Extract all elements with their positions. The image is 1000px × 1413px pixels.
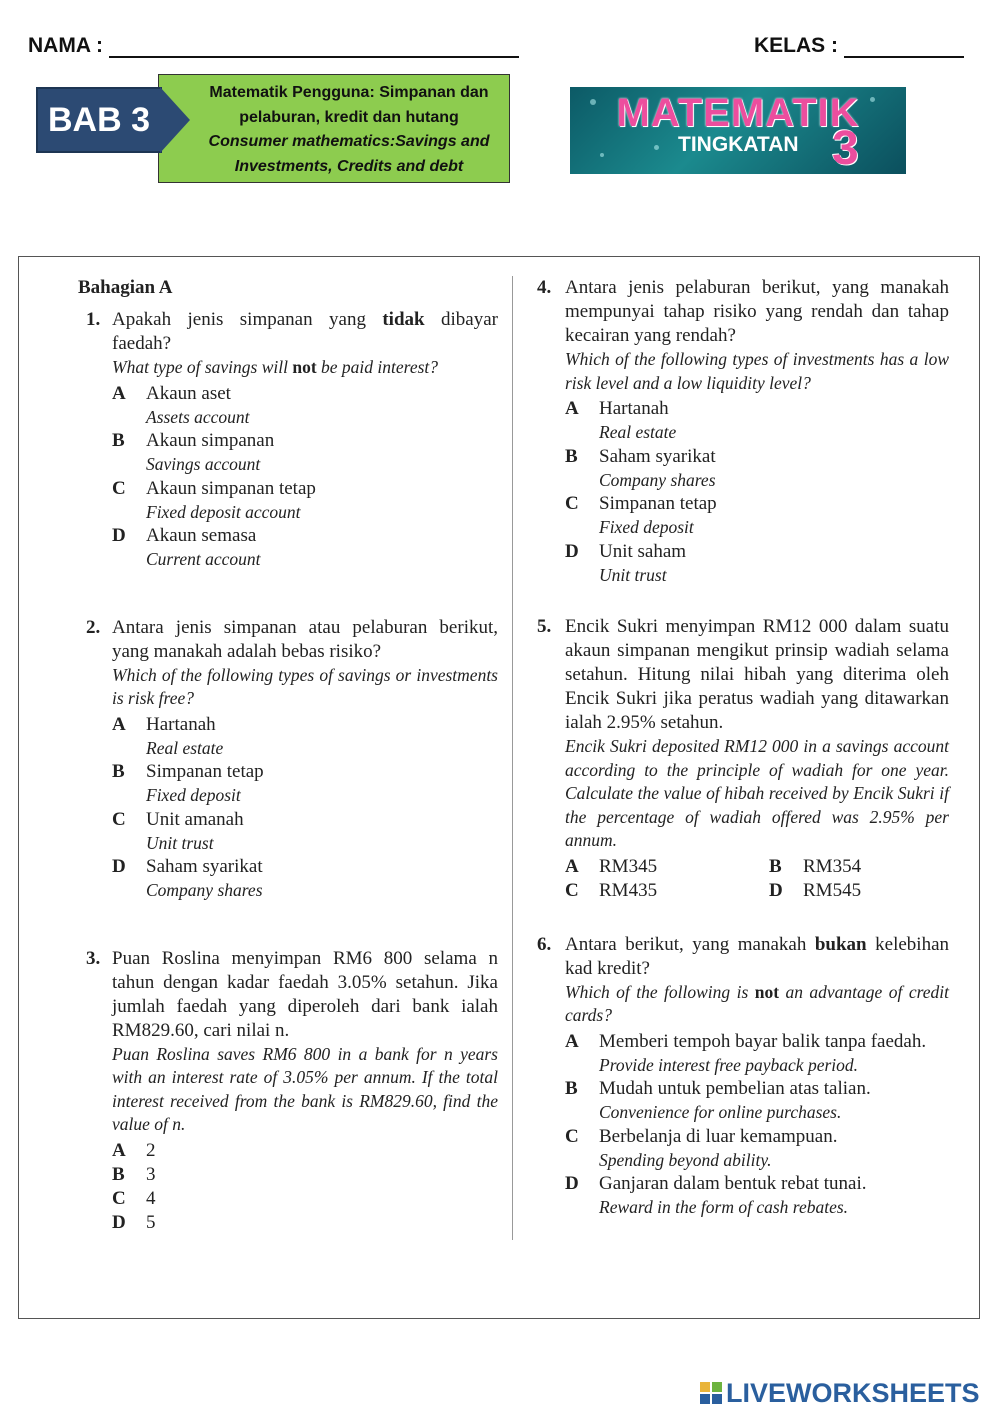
question-text-en: Which of the following is not an advantage of credit cards? [565,981,949,1025]
topic-box [158,74,510,183]
options [112,713,498,903]
kelas-input-line[interactable] [844,38,964,58]
section-title: Bahagian A [78,277,173,298]
option-d[interactable]: D Unit saham Unit trust [565,540,687,585]
question-number: 5. [537,616,552,637]
left-column [78,276,498,1235]
question-text-ms: Antara berikut, yang manakah bukan kelebihan kad kredit? [565,933,949,979]
option-c[interactable]: C Akaun simpanan tetap Fixed deposit account [112,477,316,522]
nama-label: NAMA : [28,34,104,57]
option-b[interactable]: B Saham syarikat Company shares [565,445,716,490]
question-2 [78,616,498,903]
nama-field [28,34,519,58]
banner-dot [600,153,604,157]
question-text-en: Encik Sukri deposited RM12 000 in a savings account according to the principle of wadiah for one year. Calculate the value of hibah received by Encik Sukri if the percentage of wadiah offered was 2.95% per annum. [565,736,949,850]
option-b[interactable]: B Simpanan tetap Fixed deposit [112,761,264,805]
question-text-en: Which of the following types of savings or investments is risk free? [112,664,498,708]
banner-subtitle: TINGKATAN [678,133,799,156]
option-a[interactable]: A Hartanah Real estate [565,398,677,442]
topic-en-line-1: Consumer mathematics:Savings and [208,133,490,150]
question-text-en: Puan Roslina saves RM6 800 in a bank for n years with an interest rate of 3.05% per annum. If the total interest received from the bank is RM829.60, find the value of n. [112,1043,498,1134]
liveworksheets-logo[interactable] [700,1378,980,1408]
matematik-banner [570,87,906,174]
question-5 [537,615,949,903]
banner-title: MATEMATIK [616,91,860,135]
option-a[interactable]: A Memberi tempoh bayar balik tanpa faedah. Provide interest free payback period. [565,1030,927,1075]
question-number: 2. [86,616,101,638]
chapter-badge-arrow [160,87,190,153]
topic-en-line-2: Investments, Credits and debt [234,157,464,175]
option-b[interactable]: B 3 [112,1163,156,1185]
question-text-en: Which of the following types of investments has a low risk level and a low liquidity level? [565,349,949,393]
question-text-ms: Apakah jenis simpanan yang tidak dibayar faedah? [112,309,498,354]
options [565,855,949,903]
option-c[interactable]: C Berbelanja di luar kemampuan. Spending beyond ability. [565,1125,838,1170]
question-text-en: What type of savings will not be paid interest? [112,357,439,377]
option-c[interactable]: C Simpanan tetap Fixed deposit [565,493,717,537]
topic-ms-line-1: Matematik Pengguna: Simpanan dan [209,84,489,101]
option-b[interactable]: B Mudah untuk pembelian atas talian. Convenience for online purchases. [565,1078,871,1122]
option-d[interactable]: D Akaun semasa Current account [112,525,261,569]
option-d[interactable]: D 5 [112,1211,156,1233]
option-c[interactable]: C Unit amanah Unit trust [112,808,244,853]
option-a[interactable]: A Hartanah Real estate [112,713,224,758]
option-c[interactable]: C 4 [112,1187,156,1209]
question-6 [537,933,949,1220]
banner-number: 3 [832,122,859,174]
question-number: 6. [537,933,552,955]
option-d[interactable]: D Saham syarikat Company shares [112,856,263,900]
options [565,1030,949,1220]
banner-dot [654,145,659,150]
option-a[interactable]: A RM345 [565,855,658,877]
kelas-field [754,34,964,58]
question-4 [537,276,949,587]
question-text-ms: Antara jenis pelaburan berikut, yang manakah mempunyai tahap risiko yang rendah dan tahap kecairan yang rendah? [565,277,949,346]
chapter-badge: BAB 3 [36,87,162,153]
question-text-ms: Encik Sukri menyimpan RM12 000 dalam suatu akaun simpanan mengikut prinsip wadiah selama setahun. Hitung nilai hibah yang diterima oleh Encik Sukri jika peratus wadiah yang ditawarkan ialah 2.95% setahun. [565,616,949,733]
options [112,382,498,572]
option-d[interactable]: D Ganjaran dalam bentuk rebat tunai. Reward in the form of cash rebates. [565,1173,867,1217]
option-b[interactable]: B Akaun simpanan Savings account [112,430,275,474]
option-a[interactable]: A 2 [112,1139,156,1161]
options [112,1139,498,1235]
column-divider [512,276,513,1240]
question-1 [78,308,498,572]
nama-input-line[interactable] [109,38,519,58]
question-3 [78,947,498,1235]
option-d[interactable]: D RM545 [769,879,862,901]
question-text-ms: Puan Roslina menyimpan RM6 800 selama n tahun dengan kadar faedah 3.05% setahun. Jika jumlah faedah yang diperoleh dari bank ialah RM829.60, cari nilai n. [112,947,498,1041]
option-a[interactable]: A Akaun aset Assets account [112,382,250,427]
liveworksheets-icon [700,1382,722,1404]
option-c[interactable]: C RM435 [565,879,658,901]
right-column [537,276,949,1220]
liveworksheets-text: LIVEWORKSHEETS [726,1377,980,1408]
question-text-ms: Antara jenis simpanan atau pelaburan berikut, yang manakah adalah bebas risiko? [112,616,498,662]
options [565,397,949,587]
question-number: 3. [86,947,101,969]
option-b[interactable]: B RM354 [769,855,862,877]
kelas-label: KELAS : [754,34,838,57]
question-number: 1. [86,309,101,330]
question-number: 4. [537,277,552,298]
topic-ms-line-2: pelaburan, kredit dan hutang [239,108,459,126]
